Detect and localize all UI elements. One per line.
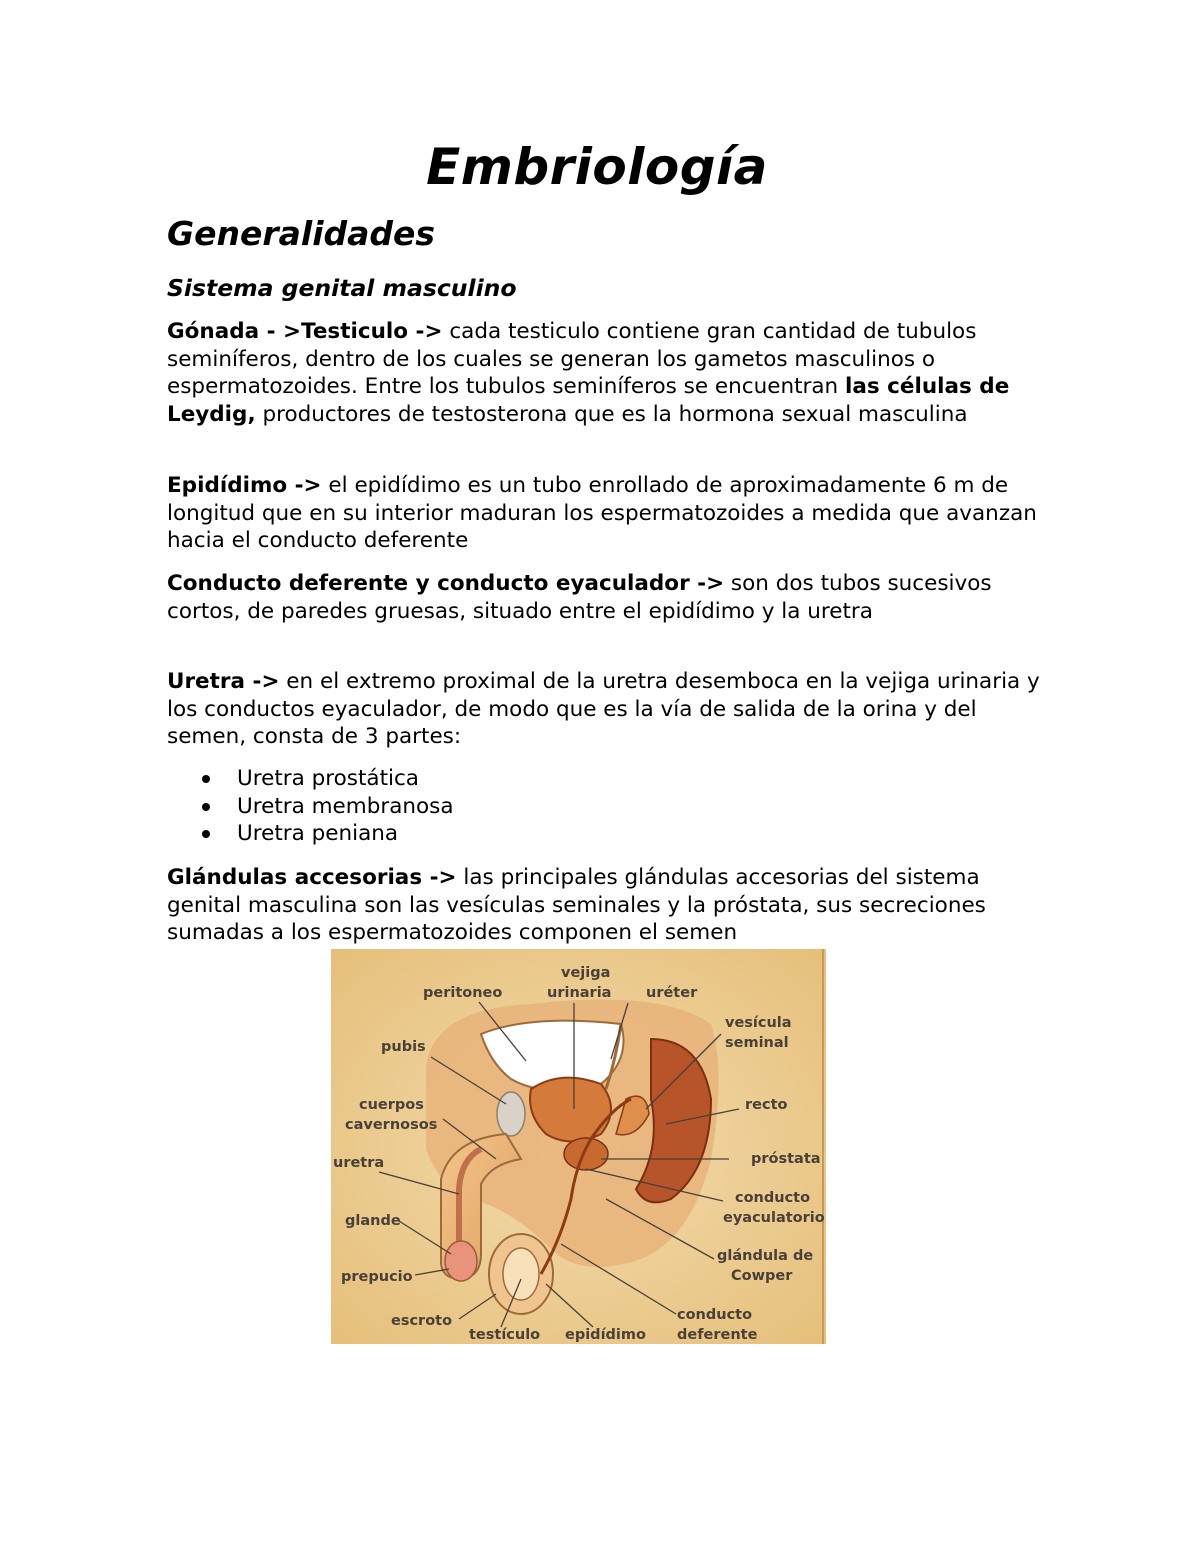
male-reproductive-diagram <box>331 949 826 1344</box>
label-peritoneo: peritoneo <box>423 985 503 1001</box>
document-title: Embriología <box>426 138 768 196</box>
label-deferente-2: deferente <box>677 1327 758 1343</box>
bullet-icon <box>202 830 210 838</box>
glandulas-text: las principales glándulas accesorias del sistema genital masculina son las vesículas seminales y la próstata, sus secreciones sumadas a los espermatozoides componen el semen <box>167 865 986 945</box>
gonada-text: cada testiculo contiene gran cantidad de tubulos seminíferos, dentro de los cuales se generan los gametos masculinos o espermatozoides. Entre los tubulos seminíferos se encuentran <box>167 319 977 399</box>
bullet-icon <box>202 775 210 783</box>
list-item <box>167 793 454 821</box>
label-vejiga-2: urinaria <box>547 985 612 1001</box>
list-item <box>167 820 454 848</box>
label-prepucio: prepucio <box>341 1269 413 1285</box>
label-conducto-eyac-2: eyaculatorio <box>723 1210 825 1226</box>
paragraph-epididimo <box>167 472 1047 555</box>
paragraph-conducto <box>167 570 1047 625</box>
label-vesicula-1: vesícula <box>725 1015 792 1031</box>
testicle-shape <box>503 1248 539 1300</box>
label-testiculo: testículo <box>469 1327 541 1343</box>
subsection-heading: Sistema genital masculino <box>167 274 517 302</box>
term-leydig: las células de Leydig, <box>167 374 1010 427</box>
label-epididimo: epidídimo <box>565 1327 646 1343</box>
paragraph-gonada <box>167 318 1047 428</box>
label-ureter: uréter <box>646 985 698 1001</box>
term-epididimo: Epidídimo -> <box>167 473 322 498</box>
label-cowper-2: Cowper <box>731 1268 793 1284</box>
label-cowper-1: glándula de <box>717 1248 814 1264</box>
label-pubis: pubis <box>381 1039 426 1055</box>
epididimo-text: el epidídimo es un tubo enrollado de aproximadamente 6 m de longitud que en su interior maduran los espermatozoides a medida que avanzan hacia el conducto deferente <box>167 473 1037 553</box>
term-gonada: Gónada - >Testiculo -> <box>167 319 443 344</box>
section-heading: Generalidades <box>167 214 436 253</box>
glans-shape <box>445 1241 477 1281</box>
gonada-text-2: productores de testosterona que es la hormona sexual masculina <box>255 401 968 427</box>
term-glandulas: Glándulas accesorias -> <box>167 865 457 890</box>
term-conducto: Conducto deferente y conducto eyaculador -> <box>167 571 725 596</box>
label-escroto: escroto <box>391 1313 453 1329</box>
list-item-text: Uretra prostática <box>237 766 419 791</box>
label-cuerpos-2: cavernosos <box>345 1117 438 1133</box>
label-cuerpos-1: cuerpos <box>359 1097 424 1113</box>
list-item-text: Uretra peniana <box>237 821 399 846</box>
paragraph-uretra <box>167 668 1047 751</box>
list-item-text: Uretra membranosa <box>237 793 454 819</box>
label-deferente-1: conducto <box>677 1307 753 1323</box>
uretra-text: en el extremo proximal de la uretra desemboca en la vejiga urinaria y los conductos eyaculador, de modo que es la vía de salida de la orina y del semen, consta de 3 partes: <box>167 669 1040 749</box>
label-recto: recto <box>745 1097 788 1113</box>
label-glande: glande <box>345 1213 401 1229</box>
pubis-shape <box>497 1092 525 1136</box>
paragraph-glandulas <box>167 864 1047 947</box>
prostate-shape <box>564 1138 608 1170</box>
label-vesicula-2: seminal <box>725 1035 789 1051</box>
list-item <box>167 765 454 793</box>
label-conducto-eyac-1: conducto <box>735 1190 811 1206</box>
bullet-icon <box>202 803 210 811</box>
term-uretra: Uretra -> <box>167 669 280 694</box>
label-vejiga-1: vejiga <box>561 965 611 981</box>
label-prostata: próstata <box>751 1151 821 1167</box>
conducto-text: son dos tubos sucesivos cortos, de paredes gruesas, situado entre el epidídimo y la uretra <box>167 571 992 624</box>
uretra-parts-list <box>167 765 454 848</box>
label-uretra: uretra <box>333 1155 385 1171</box>
